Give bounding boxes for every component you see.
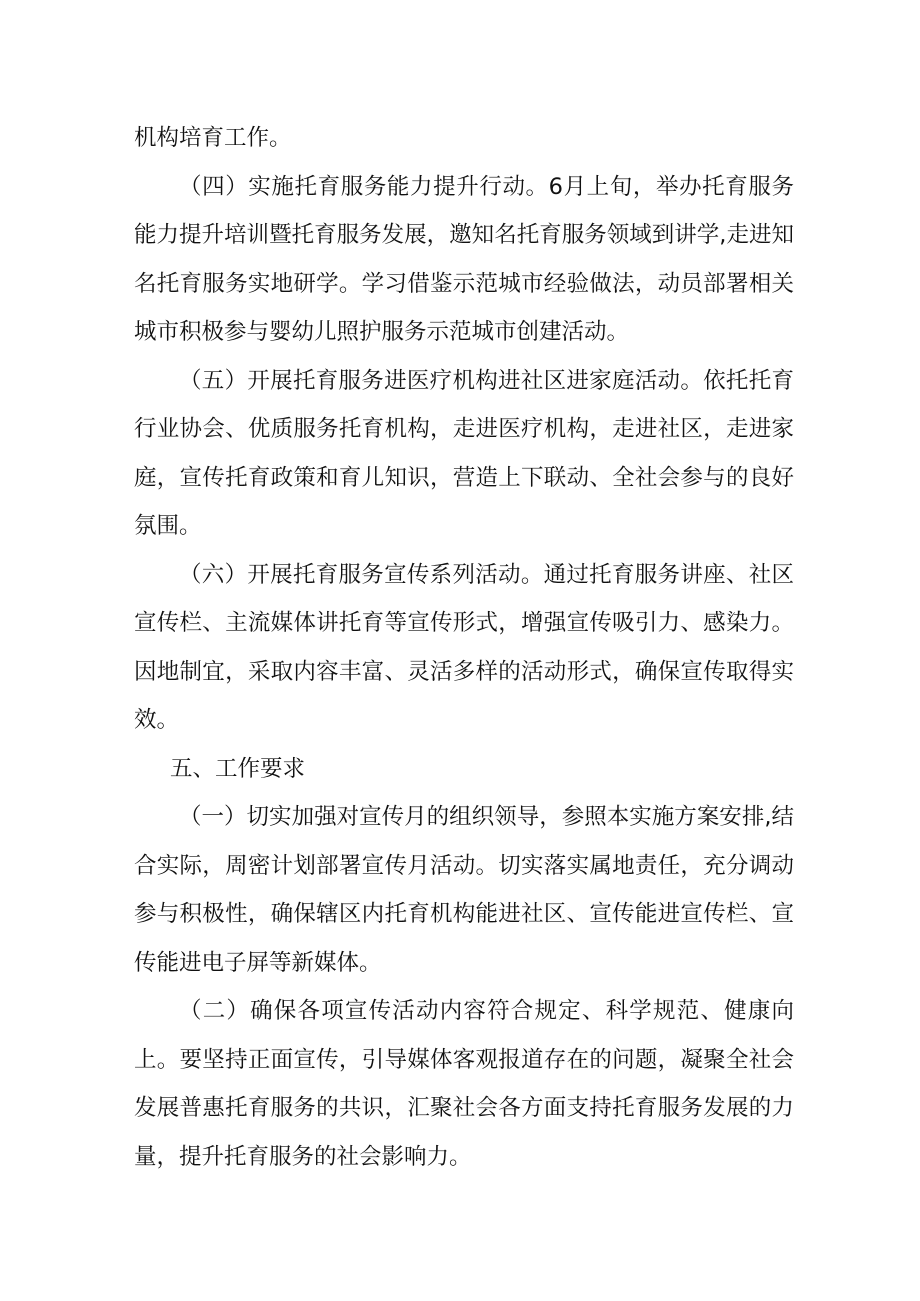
- section-heading-work-requirements: 五、工作要求: [170, 755, 306, 782]
- paragraph-requirement-two: （二）确保各项宣传活动内容符合规定、科学规范、健康向上。要坚持正面宣传，引导媒体客观报道存在的问题，凝聚全社会发展普惠托育服务的共识，汇聚社会各方面支持托育服务发展的力量，提升托育服务的社会影响力。: [134, 998, 794, 1170]
- paragraph-requirement-one: （一）切实加强对宣传月的组织领导，参照本实施方案安排,结合实际，周密计划部署宣传月活动。切实落实属地责任，充分调动参与积极性，确保辖区内托育机构能进社区、宣传能进宣传栏、宣传能进电子屏等新媒体。: [134, 804, 794, 976]
- paragraph-section-five: （五）开展托育服务进医疗机构进社区进家庭活动。依托托育行业协会、优质服务托育机构，走进医疗机构，走进社区，走进家庭，宣传托育政策和育儿知识，营造上下联动、全社会参与的良好氛围。: [134, 367, 794, 539]
- paragraph-continuation: 机构培育工作。: [134, 125, 292, 151]
- paragraph-section-four: （四）实施托育服务能力提升行动。6月上旬，举办托育服务能力提升培训暨托育服务发展，邀知名托育服务领域到讲学,走进知名托育服务实地研学。学习借鉴示范城市经验做法，动员部署相关城市积极参与婴幼儿照护服务示范城市创建活动。: [134, 173, 794, 345]
- document-body: [134, 114, 794, 1181]
- paragraph-section-six: （六）开展托育服务宣传系列活动。通过托育服务讲座、社区宣传栏、主流媒体讲托育等宣传形式，增强宣传吸引力、感染力。因地制宜，采取内容丰富、灵活多样的活动形式，确保宣传取得实效。: [134, 561, 794, 733]
